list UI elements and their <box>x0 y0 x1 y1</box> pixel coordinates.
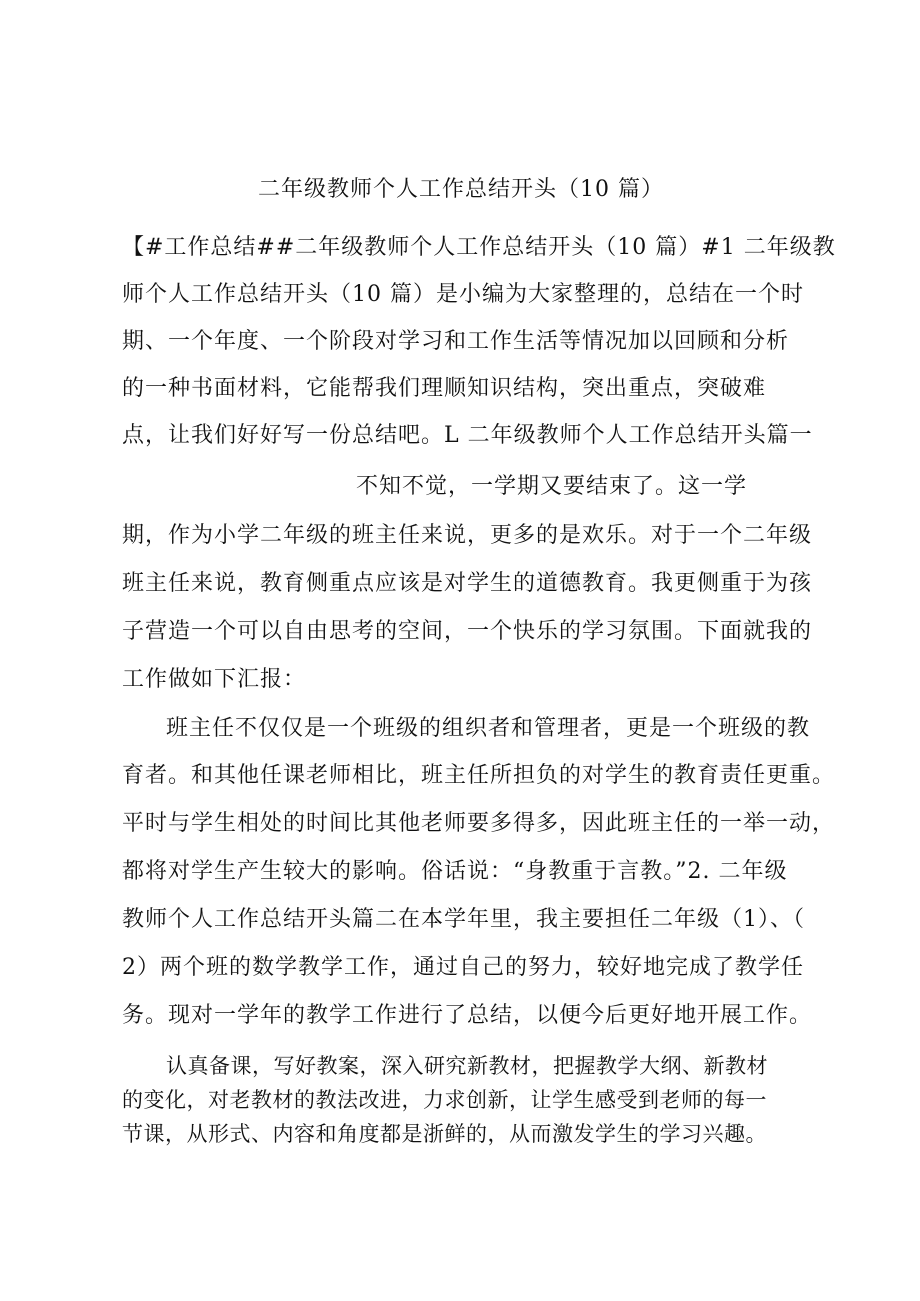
body-line-15: 教师个人工作总结开头篇二在本学年里，我主要担任二年级（1）、（ <box>122 907 805 932</box>
body-line-17: 务。现对一学年的教学工作进行了总结，以便今后更好地开展工作。 <box>122 1003 813 1028</box>
body-line-6: 不知不觉，一学期又要结束了。这一学 <box>356 474 748 499</box>
body-line-13: 平时与学生相处的时间比其他老师要多得多，因此班主任的一举一动， <box>122 811 836 836</box>
body-line-3: 期、一个年度、一个阶段对学习和工作生活等情况加以回顾和分析 <box>122 329 790 354</box>
body-line-12: 育者。和其他任课老师相比，班主任所担负的对学生的教育责任更重。 <box>122 763 836 788</box>
body-line-4: 的一种书面材料，它能帮我们理顺知识结构，突出重点，突破难 <box>122 376 767 401</box>
body-line-5: 点，让我们好好写一份总结吧。L 二年级教师个人工作总结开头篇一 <box>122 423 813 448</box>
body-line-19: 的变化，对老教材的教法改进，力求创新，让学生感受到老师的每一 <box>122 1088 767 1112</box>
body-line-9: 子营造一个可以自由思考的空间，一个快乐的学习氛围。下面就我的 <box>122 619 813 644</box>
body-line-14: 都将对学生产生较大的影响。俗话说：“身教重于言教。”2. 二年级 <box>122 859 788 884</box>
body-line-16: 2）两个班的数学教学工作，通过自己的努力，较好地完成了教学任 <box>122 955 804 980</box>
body-line-8: 班主任来说，教育侧重点应该是对学生的道德教育。我更侧重于为孩 <box>122 571 813 596</box>
document-title: 二年级教师个人工作总结开头（10 篇） <box>258 177 664 202</box>
body-line-7: 期，作为小学二年级的班主任来说，更多的是欢乐。对于一个二年级 <box>122 523 813 548</box>
body-line-2: 师个人工作总结开头（10 篇）是小编为大家整理的，总结在一个时 <box>122 282 804 307</box>
body-line-1: 【#工作总结##二年级教师个人工作总结开头（10 篇）#1 二年级教 <box>122 235 836 260</box>
body-line-20: 节课，从形式、内容和角度都是浙鲜的，从而激发学生的学习兴趣。 <box>122 1122 767 1146</box>
body-line-10: 工作做如下汇报： <box>122 667 307 692</box>
body-line-11: 班主任不仅仅是一个班级的组织者和管理者，更是一个班级的教 <box>166 716 811 741</box>
body-line-18: 认真备课，写好教案，深入研究新教材，把握教学大纲、新教材 <box>166 1054 768 1078</box>
